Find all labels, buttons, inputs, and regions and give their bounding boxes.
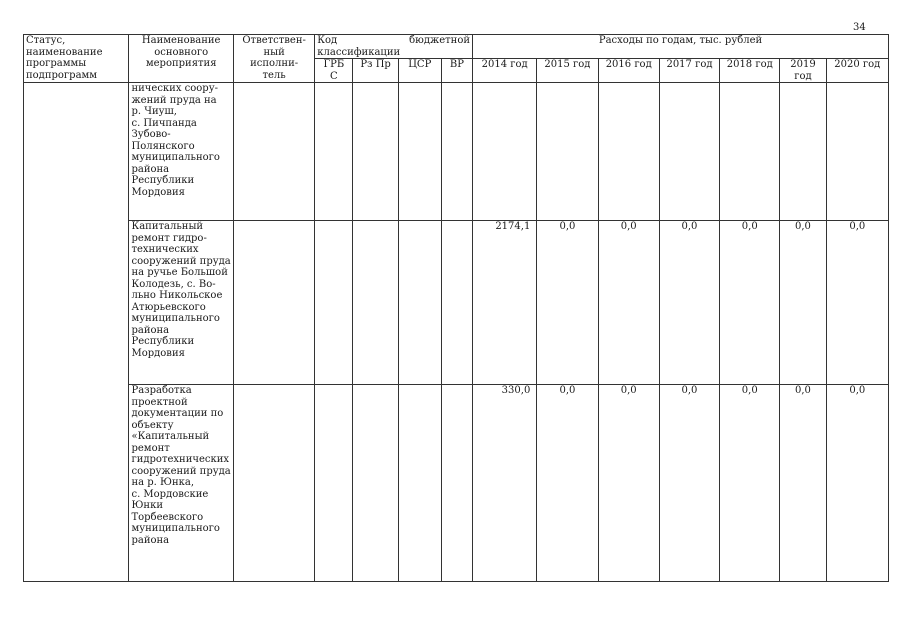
value-cell: 0,0 xyxy=(780,221,826,385)
value-cell: 330,0 xyxy=(473,385,537,582)
value-cell xyxy=(537,83,598,221)
header-csr: ЦСР xyxy=(398,59,441,83)
status-cell xyxy=(24,83,129,582)
header-year: 2018 год xyxy=(720,59,780,83)
value-cell xyxy=(598,83,659,221)
vr-cell xyxy=(441,385,472,582)
value-cell xyxy=(473,83,537,221)
csr-cell xyxy=(398,221,441,385)
event-name-cell: Капитальный ремонт гидро- технических сооружений пруда на ручье Большой Колодезь, с. Во- льно Никольское Атюрьевского муниципального района Республики Мордовия xyxy=(129,221,233,385)
executor-cell xyxy=(233,385,314,582)
table-row xyxy=(24,83,889,221)
expenses-table xyxy=(23,34,889,582)
value-cell: 0,0 xyxy=(826,221,888,385)
header-code-right: бюджетной xyxy=(409,35,471,46)
event-name-cell: нических соору- жений пруда на р. Чиуш, с. Пичпанда Зубово- Полянского муниципального района Республики Мордовия xyxy=(129,83,233,221)
header-status: Статус, наименование программы подпрограмм xyxy=(24,35,129,83)
vr-cell xyxy=(441,221,472,385)
value-cell xyxy=(720,83,780,221)
value-cell xyxy=(780,83,826,221)
header-year: 2015 год xyxy=(537,59,598,83)
header-budget-code xyxy=(315,35,473,59)
table-row xyxy=(24,385,889,582)
executor-cell xyxy=(233,221,314,385)
csr-cell xyxy=(398,385,441,582)
header-rzpr: Рз Пр xyxy=(353,59,398,83)
grbs-cell xyxy=(315,83,353,221)
header-year: 2014 год xyxy=(473,59,537,83)
value-cell: 0,0 xyxy=(720,221,780,385)
header-code-left: Код xyxy=(317,35,338,46)
grbs-cell xyxy=(315,385,353,582)
header-year: 2019 год xyxy=(780,59,826,83)
value-cell: 0,0 xyxy=(598,221,659,385)
grbs-cell xyxy=(315,221,353,385)
vr-cell xyxy=(441,83,472,221)
header-vr: ВР xyxy=(441,59,472,83)
value-cell: 0,0 xyxy=(537,221,598,385)
header-year: 2017 год xyxy=(659,59,719,83)
header-year: 2016 год xyxy=(598,59,659,83)
csr-cell xyxy=(398,83,441,221)
rzpr-cell xyxy=(353,83,398,221)
value-cell: 0,0 xyxy=(826,385,888,582)
value-cell xyxy=(659,83,719,221)
header-executor: Ответствен- ный исполни- тель xyxy=(233,35,314,83)
value-cell xyxy=(826,83,888,221)
value-cell: 0,0 xyxy=(598,385,659,582)
value-cell: 2174,1 xyxy=(473,221,537,385)
header-row-1 xyxy=(24,35,889,59)
rzpr-cell xyxy=(353,221,398,385)
value-cell: 0,0 xyxy=(780,385,826,582)
value-cell: 0,0 xyxy=(537,385,598,582)
value-cell: 0,0 xyxy=(659,221,719,385)
event-name-cell: Разработка проектной документации по объекту «Капитальный ремонт гидротехнических сооружений пруда на р. Юнка, с. Мордовские Юнки Торбеевского муниципального района xyxy=(129,385,233,582)
value-cell: 0,0 xyxy=(659,385,719,582)
page-number: 34 xyxy=(853,22,866,33)
value-cell: 0,0 xyxy=(720,385,780,582)
header-year: 2020 год xyxy=(826,59,888,83)
header-event-name: Наименование основного мероприятия xyxy=(129,35,233,83)
rzpr-cell xyxy=(353,385,398,582)
executor-cell xyxy=(233,83,314,221)
header-grbs: ГРБ С xyxy=(315,59,353,83)
header-expenses: Расходы по годам, тыс. рублей xyxy=(473,35,889,59)
header-code-bottom: классификации xyxy=(317,46,401,58)
table-row xyxy=(24,221,889,385)
